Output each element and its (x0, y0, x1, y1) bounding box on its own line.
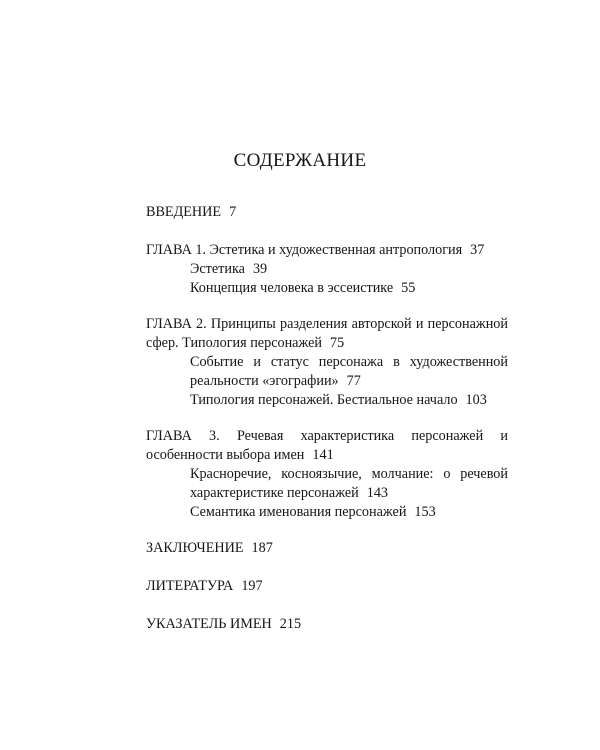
toc-section-index (146, 615, 508, 634)
toc-entry-page: 37 (470, 242, 485, 258)
toc-entry-chapter-1 (146, 241, 508, 260)
toc-entry-naming-semantics (146, 503, 508, 522)
toc-entry-typology (146, 391, 508, 410)
toc-entry-text: Концепция человека в эссеистике (190, 280, 394, 296)
toc-entry-text: ЗАКЛЮЧЕНИЕ (146, 540, 244, 556)
toc-entry-chapter-3 (146, 427, 508, 465)
toc-entry-conclusion (146, 539, 508, 558)
toc-entry-text: Типология персонажей. Бестиальное начало (190, 392, 458, 408)
toc-entry-text: Красноречие, косноязычие, молчание: о речевой характеристике персонажей (190, 466, 508, 501)
toc-entry-page: 141 (312, 447, 334, 463)
toc-entry-text: ГЛАВА 3. Речевая характеристика персонажей и особенности выбора имен (146, 428, 508, 463)
toc-entry-text: ЛИТЕРАТУРА (146, 578, 234, 594)
toc-section-chapter-1 (146, 241, 508, 298)
toc-entry-page: 39 (252, 261, 268, 277)
toc-section-literature (146, 577, 508, 596)
toc-entry-text: ГЛАВА 1. Эстетика и художественная антропология (146, 242, 463, 258)
toc-entry-introduction (146, 203, 508, 222)
toc-entry-aesthetics (146, 260, 508, 279)
toc-section-chapter-3 (146, 427, 508, 522)
toc-entry-page: 197 (241, 578, 263, 594)
toc-entry-eloquence (146, 465, 508, 503)
toc-entry-page: 7 (229, 204, 237, 220)
toc-section-chapter-2 (146, 315, 508, 410)
toc-entry-page: 77 (346, 373, 361, 389)
toc-entry-text: УКАЗАТЕЛЬ ИМЕН (146, 616, 272, 632)
contents-title: СОДЕРЖАНИЕ (233, 150, 367, 171)
table-of-contents (146, 203, 508, 653)
toc-entry-page: 75 (329, 335, 345, 351)
toc-entry-event-and-status (146, 353, 508, 391)
toc-entry-page: 143 (366, 485, 389, 501)
toc-entry-concept-of-man (146, 279, 508, 298)
toc-entry-text: ГЛАВА 2. Принципы разделения авторской и персонажной сфер. Типология персонажей (146, 316, 508, 351)
toc-entry-text: Событие и статус персонажа в художественной реальности «эгографии» (190, 354, 508, 389)
toc-entry-name-index (146, 615, 508, 634)
toc-entry-page: 187 (251, 540, 273, 556)
toc-entry-text: Семантика именования персонажей (190, 504, 407, 520)
toc-entry-page: 153 (414, 504, 436, 520)
toc-section-conclusion (146, 539, 508, 558)
toc-entry-page: 215 (279, 616, 302, 632)
toc-entry-literature (146, 577, 508, 596)
toc-entry-text: Эстетика (190, 261, 245, 277)
toc-section-introduction (146, 203, 508, 222)
toc-entry-text: ВВЕДЕНИЕ (146, 204, 222, 220)
toc-entry-page: 55 (401, 280, 416, 296)
toc-entry-chapter-2 (146, 315, 508, 353)
toc-entry-page: 103 (465, 392, 487, 408)
